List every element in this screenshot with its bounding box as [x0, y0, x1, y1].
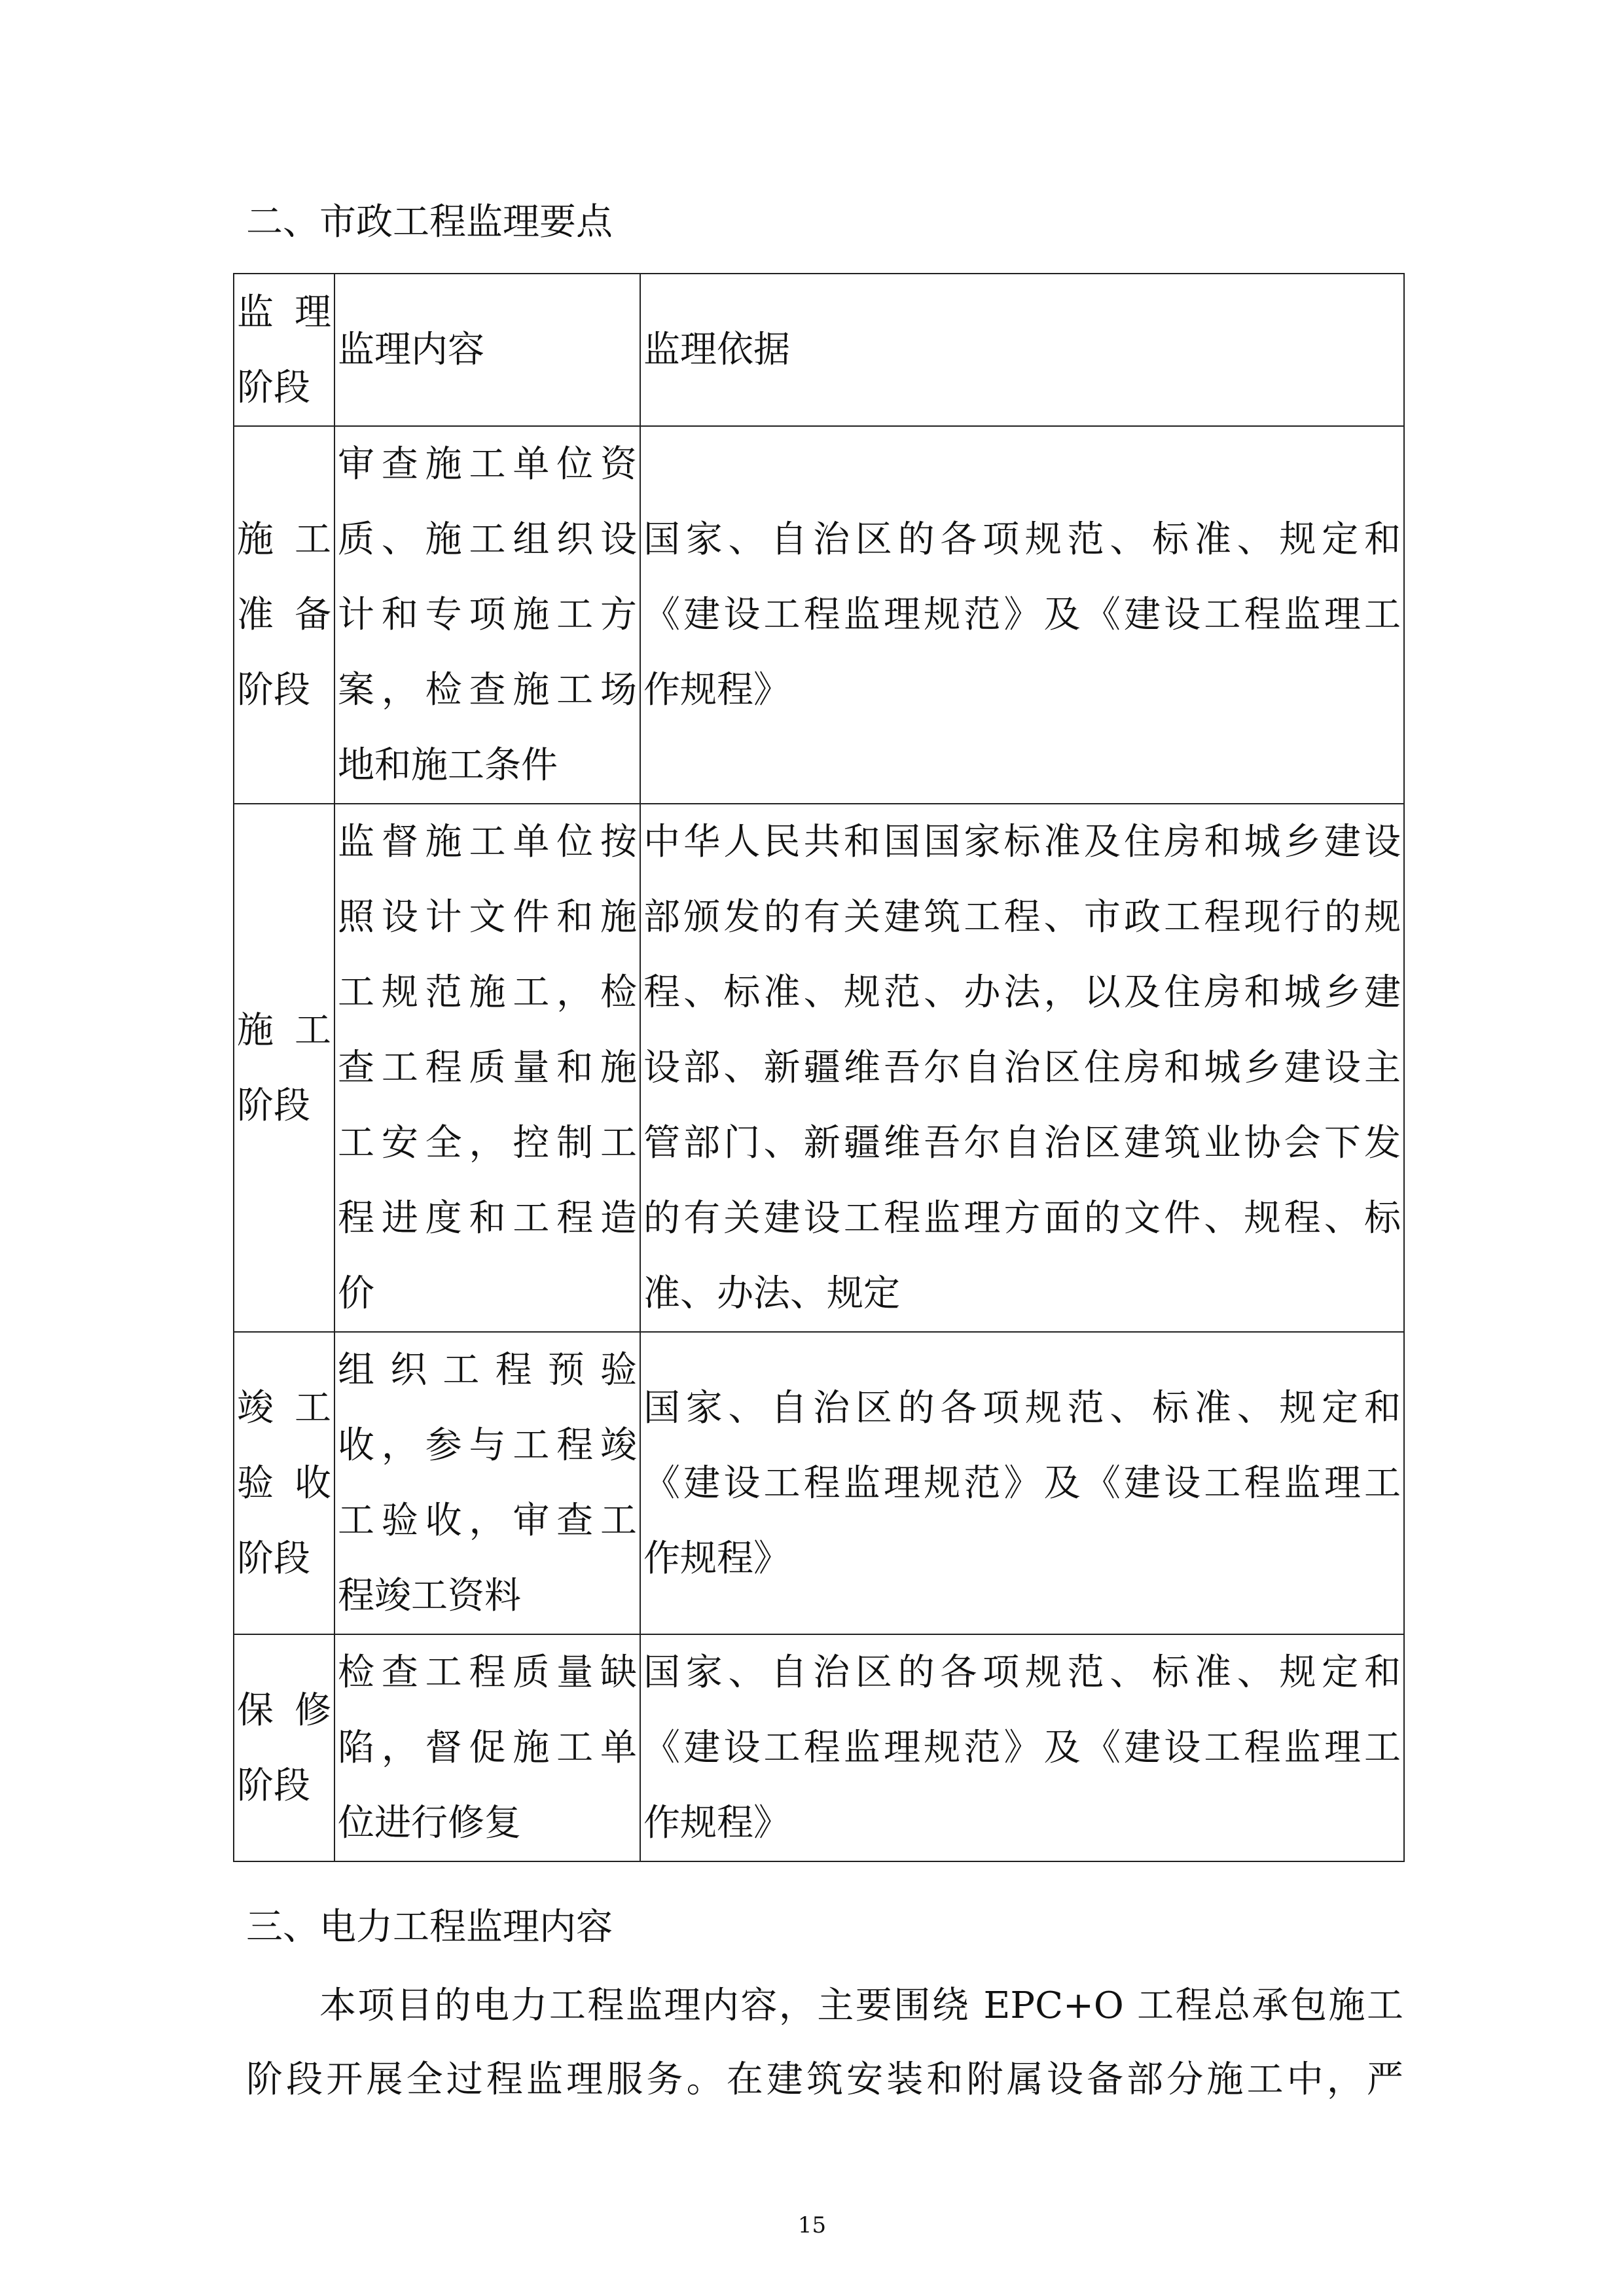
paragraph-line: 本项目的电力工程监理内容，主要围绕 EPC+O 工程总承包施工 — [319, 1984, 1403, 2027]
cell-stage — [234, 804, 334, 1332]
cell-stage — [234, 1634, 334, 1861]
cell-line: 国家、自治区的各项规范、标准、规定和 — [643, 518, 1401, 561]
cell-line: 准、办法、规定 — [643, 1272, 900, 1315]
cell-line: 价 — [338, 1272, 374, 1315]
cell-line: 质、施工组织设 — [338, 518, 637, 561]
cell-line: 工规范施工，检 — [338, 971, 637, 1014]
cell-line: 《建设工程监理规范》及《建设工程监理工 — [643, 1462, 1401, 1505]
cell-line: 阶段 — [237, 1084, 310, 1127]
cell-line: 监 理 — [237, 291, 331, 334]
cell-line: 程、标准、规范、办法，以及住房和城乡建 — [643, 971, 1401, 1014]
table-row — [234, 1332, 1404, 1634]
cell-line: 作规程》 — [643, 1802, 790, 1844]
cell-line: 工验收，审查工 — [338, 1499, 637, 1542]
supervision-table — [233, 273, 1405, 1862]
section-2-heading: 二、市政工程监理要点 — [246, 201, 613, 243]
cell-stage — [234, 1332, 334, 1634]
table-header-row — [234, 274, 1404, 426]
page-number: 15 — [797, 2212, 827, 2238]
cell-line: 国家、自治区的各项规范、标准、规定和 — [643, 1651, 1401, 1694]
cell-stage — [234, 274, 334, 426]
cell-line: 审查施工单位资 — [338, 443, 637, 486]
cell-line: 管部门、新疆维吾尔自治区建筑业协会下发 — [643, 1122, 1401, 1164]
cell-basis — [640, 274, 1404, 426]
cell-line: 的有关建设工程监理方面的文件、规程、标 — [643, 1197, 1401, 1240]
cell-line: 阶段 — [237, 1537, 310, 1580]
cell-line: 收，参与工程竣 — [338, 1424, 637, 1467]
cell-line: 查工程质量和施 — [338, 1047, 637, 1089]
cell-line: 《建设工程监理规范》及《建设工程监理工 — [643, 594, 1401, 636]
cell-line: 阶段 — [237, 1764, 310, 1807]
cell-line: 作规程》 — [643, 1537, 790, 1580]
cell-line: 照设计文件和施 — [338, 896, 637, 939]
cell-line: 监理内容 — [338, 329, 484, 371]
cell-line: 计和专项施工方 — [338, 594, 637, 636]
cell-line: 施 工 — [237, 1009, 331, 1052]
paragraph-line: 阶段开展全过程监理服务。在建筑安装和附属设备部分施工中，严 — [246, 2058, 1403, 2101]
cell-line: 《建设工程监理规范》及《建设工程监理工 — [643, 1727, 1401, 1769]
cell-line: 程竣工资料 — [338, 1575, 521, 1617]
cell-line: 检查工程质量缺 — [338, 1651, 637, 1694]
cell-line: 竣 工 — [237, 1386, 331, 1429]
cell-line: 工安全，控制工 — [338, 1122, 637, 1164]
cell-line: 作规程》 — [643, 669, 790, 711]
cell-line: 国家、自治区的各项规范、标准、规定和 — [643, 1386, 1401, 1429]
cell-content — [334, 1634, 640, 1861]
cell-line: 陷，督促施工单 — [338, 1727, 637, 1769]
paragraph — [246, 1980, 1403, 2106]
cell-stage — [234, 426, 334, 804]
cell-basis — [640, 1634, 1404, 1861]
table-row — [234, 426, 1404, 804]
cell-line: 阶段 — [237, 366, 310, 409]
cell-line: 阶段 — [237, 669, 310, 711]
cell-line: 监理依据 — [643, 329, 790, 371]
cell-line: 准 备 — [237, 594, 331, 636]
cell-basis — [640, 426, 1404, 804]
cell-line: 程进度和工程造 — [338, 1197, 637, 1240]
cell-content — [334, 1332, 640, 1634]
cell-line: 中华人民共和国国家标准及住房和城乡建设 — [643, 821, 1401, 863]
cell-line: 验 收 — [237, 1462, 331, 1505]
cell-line: 位进行修复 — [338, 1802, 521, 1844]
section-3-heading: 三、电力工程监理内容 — [246, 1906, 613, 1948]
cell-line: 保 修 — [237, 1689, 331, 1732]
cell-content — [334, 274, 640, 426]
cell-line: 设部、新疆维吾尔自治区住房和城乡建设主 — [643, 1047, 1401, 1089]
cell-content — [334, 804, 640, 1332]
cell-basis — [640, 804, 1404, 1332]
cell-content — [334, 426, 640, 804]
cell-basis — [640, 1332, 1404, 1634]
cell-line: 监督施工单位按 — [338, 821, 637, 863]
cell-line: 案，检查施工场 — [338, 669, 637, 711]
table-row — [234, 804, 1404, 1332]
cell-line: 部颁发的有关建筑工程、市政工程现行的规 — [643, 896, 1401, 939]
table-row — [234, 1634, 1404, 1861]
cell-line: 地和施工条件 — [338, 744, 558, 787]
cell-line: 组织工程预验 — [338, 1349, 637, 1391]
cell-line: 施 工 — [237, 518, 331, 561]
